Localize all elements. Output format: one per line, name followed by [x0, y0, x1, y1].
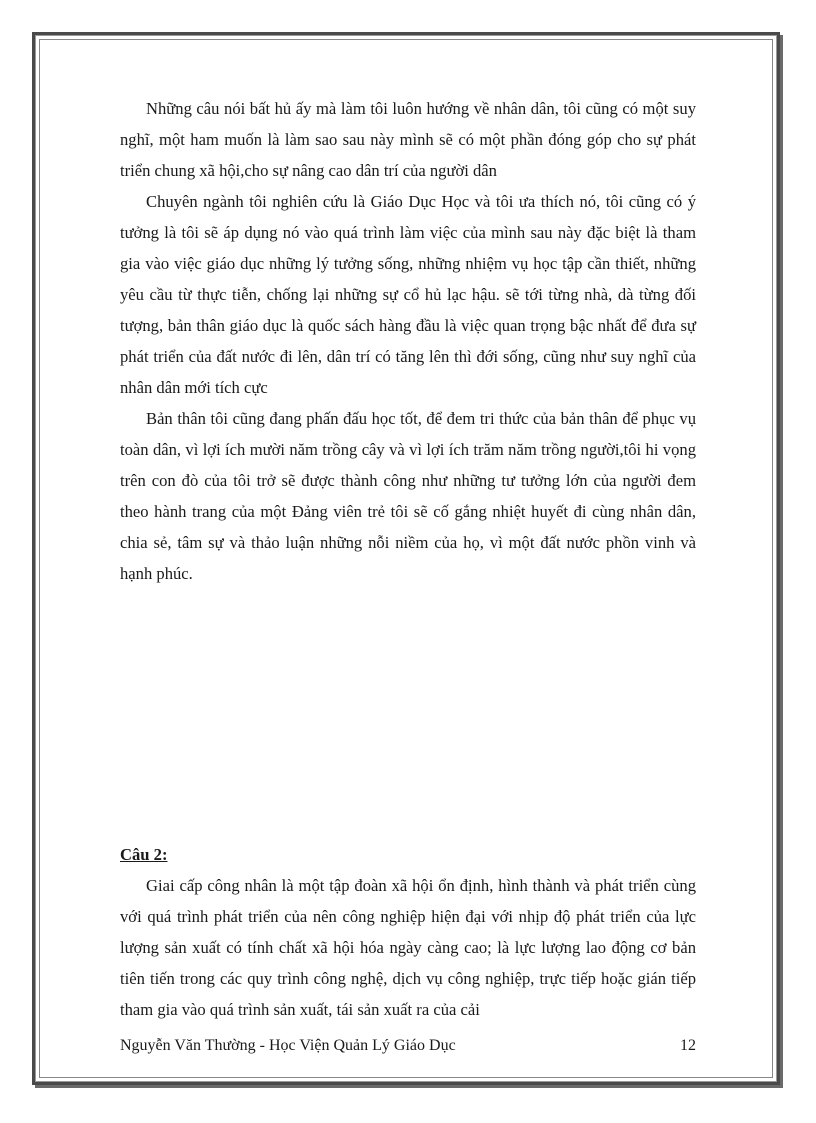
section-heading: Câu 2: — [120, 845, 168, 864]
paragraph-2: Chuyên ngành tôi nghiên cứu là Giáo Dục Học và tôi ưa thích nó, tôi cũng có ý tưởng là tôi sẽ áp dụng nó vào quá trình làm việc của mình sau này đặc biệt là tham gia vào việc giáo dục những lý tưởng sống, những nhiệm vụ học tập cần thiết, những yêu cầu từ thực tiễn, chống lại những sự cổ hủ lạc hậu. sẽ tới từng nhà, dà từng đối tượng, bản thân giáo dục là quốc sách hàng đầu là việc quan trọng bậc nhất để đưa sự phát triển của đất nước đi lên, dân trí có tăng lên thì đới sống, cũng như suy nghĩ của nhân dân mới tích cực — [120, 192, 696, 397]
body-text — [120, 93, 696, 589]
paragraph-3: Bản thân tôi cũng đang phấn đấu học tốt, để đem tri thức của bản thân để phục vụ toàn dân, vì lợi ích mười năm trồng cây và vì lợi ích trăm năm trồng người,tôi hi vọng trên con đò của tôi trở sẽ được thành công như những tư tưởng lớn của người đem theo hành trang của một Đảng viên trẻ tôi sẽ cố gắng nhiệt huyết đi cùng nhân dân, chia sẻ, tâm sự và thảo luận những nỗi niềm của họ, vì một đất nước phồn vinh và hạnh phúc. — [120, 409, 696, 583]
paragraph-1: Những câu nói bất hủ ấy mà làm tôi luôn hướng về nhân dân, tôi cũng có một suy nghĩ, một ham muốn là làm sao sau này mình sẽ có một phần đóng góp cho sự phát triển chung xã hội,cho sự nâng cao dân trí của người dân — [120, 99, 696, 180]
footer-author: Nguyễn Văn Thường - Học Viện Quản Lý Giáo Dục — [120, 1037, 456, 1054]
page-number: 12 — [680, 1037, 696, 1054]
section-2-paragraph: Giai cấp công nhân là một tập đoàn xã hội ổn định, hình thành và phát triển cùng với quá trình phát triển của nên công nghiệp hiện đại với nhịp độ phát triển của lực lượng sản xuất có tính chất xã hội hóa ngày càng cao; là lực lượng lao động cơ bản tiên tiến trong các quy trình công nghệ, dịch vụ công nghiệp, trực tiếp hoặc gián tiếp tham gia vào quá trình sản xuất, tái sản xuất ra của cải — [120, 876, 696, 1019]
page-footer — [120, 1037, 696, 1055]
section-2 — [120, 839, 696, 1025]
